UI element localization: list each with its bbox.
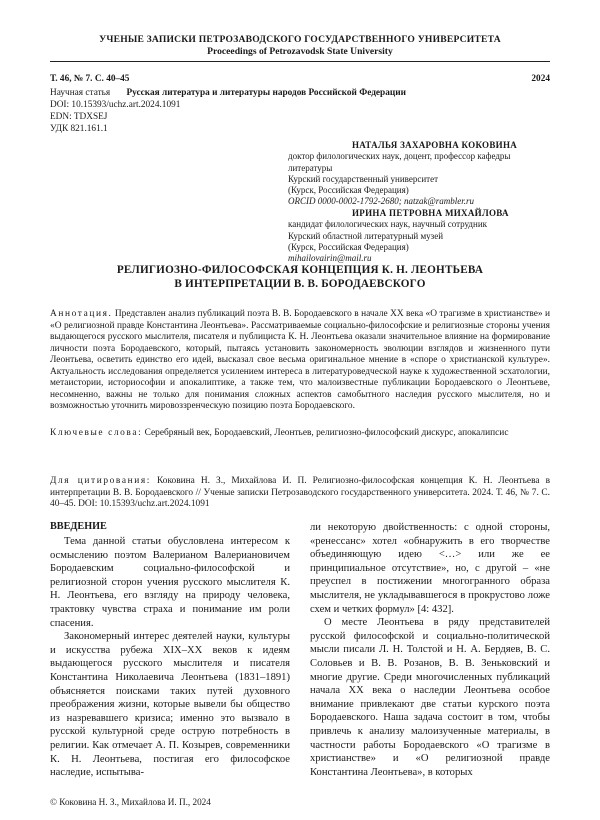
- author-org: Курский областной литературный музей: [288, 230, 444, 241]
- keywords-text: Серебряный век, Бородаевский, Леонтьев, религиозно-философский дискурс, апокалипсис: [144, 428, 509, 438]
- author-name: ИРИНА ПЕТРОВНА МИХАЙЛОВА: [352, 208, 509, 218]
- copyright: © Коковина Н. З., Михайлова И. П., 2024: [50, 797, 211, 807]
- section-heading: ВВЕДЕНИЕ: [50, 521, 107, 532]
- article-type: [50, 88, 406, 100]
- issue-year: 2024: [531, 74, 550, 84]
- body-paragraph: Тема данной статьи обусловлена интересом к осмыслению поэтом Валерианом Валериановичем Бородаевским социально-философской и религиозной сторон учения русского мыслителя К. Н. Леонтьева, его взгляду на природу человека, трактовку чувства страха и понимание им роли спасения.: [50, 536, 290, 629]
- abstract: [50, 309, 550, 413]
- title-line-2: В ИНТЕРПРЕТАЦИИ В. В. БОРОДАЕВСКОГО: [174, 277, 426, 290]
- title-line-1: РЕЛИГИОЗНО-ФИЛОСОФСКАЯ КОНЦЕПЦИЯ К. Н. ЛЕОНТЬЕВА: [116, 264, 484, 276]
- author-degree: кандидат филологических наук, научный сотрудник: [288, 219, 488, 230]
- author-block-2: [288, 208, 552, 264]
- right-column: [310, 521, 550, 779]
- article-section: Русская литература и литературы народов Российской Федерации: [126, 88, 406, 98]
- author-name: НАТАЛЬЯ ЗАХАРОВНА КОКОВИНА: [352, 140, 518, 150]
- citation: [50, 476, 550, 511]
- author-orcid-email: ORCID 0000-0002-1792-2680; natzak@rambler.ru: [288, 196, 475, 207]
- abstract-text: Представлен анализ публикаций поэта В. В. Бородаевского в начале XX века «О трагизме в христианстве» и «О религиозной правде Константина Леонтьева». Рассматриваемые социально-философские и религиозные стороны учения выдающегося русского мыслителя, писателя и публициста К. Н. Леонтьева оказали значительное влияние на формирование личности поэта Бородаевского, который, пытаясь установить закономерность эволюции взглядов и жизненного пути Леонтьева, осветить единство его идей, высказал свое весьма оригинальное мнение в «споре о христианской культуре». Актуальность исследования определяется усилением интереса в литературоведческой науке к художественной эсхатологии, метаистории, историософии и апокалиптике, а также тем, что малоизвестные публикации Бородаевского о Леонтьеве, несомненно, важны не только для понимания сложных аспектов самобытного наследия русского мыслителя, но и возможностью уточнить мировоззренческую позицию поэта Бородаевского.: [50, 309, 551, 412]
- author-email: mihailovairin@mail.ru: [288, 253, 372, 264]
- doi: DOI: 10.15393/uchz.art.2024.1091: [50, 100, 181, 110]
- body-paragraph: О месте Леонтьева в ряду представителей русской философской и социально-политической мысли писали Л. Н. Толстой и Н. А. Бердяев, В. С. Соловьев и В. В. Розанов, В. В. Зеньковский и многие другие. Среди многочисленных публикаций начала XX века о наследии Леонтьева особое внимание привлекают две статьи курского поэта Бородаевского. Наша задача состоит в том, чтобы привлечь к анализу малоизученные материалы, в частности работы Бородаевского «О трагизме в христианстве» и «О религиозной правде Константина Леонтьева», в которых: [310, 617, 550, 778]
- author-degree: доктор филологических наук, доцент, профессор кафедры: [288, 151, 511, 162]
- author-block-1: [288, 140, 552, 208]
- article-title: [0, 264, 600, 291]
- keywords-label: Ключевые слова:: [50, 428, 143, 438]
- abstract-label: Аннотация.: [50, 309, 113, 319]
- keywords: [50, 428, 550, 440]
- journal-title-ru: УЧЕНЫЕ ЗАПИСКИ ПЕТРОЗАВОДСКОГО ГОСУДАРСТВЕННОГО УНИВЕРСИТЕТА: [99, 34, 501, 45]
- citation-text: Коковина Н. З., Михайлова И. П. Религиозно-философская концепция К. Н. Леонтьева в интерпретации В. В. Бородаевского // Ученые записки Петрозаводского государственного университета. 2024. Т. 46, № 7. С. 40–45. DOI: 10.15393/uchz.art.2024.1091: [50, 476, 551, 510]
- author-city: (Курск, Российская Федерация): [288, 241, 409, 252]
- edn: EDN: TDXSEJ: [50, 112, 108, 122]
- journal-title-en: Proceedings of Petrozavodsk State University: [207, 46, 393, 57]
- body-paragraph: ли некоторую двойственность: с одной стороны, «ренессанс» хотел «обнаружить в его творчестве объединяющую идею <…> или же ее принципиальное отсутствие», но, с другой – «не преуспел в постижении многогранного образа мыслителя, не укладывавшегося в прокрустово ложе схем и четких формул» [4: 432].: [310, 522, 550, 615]
- citation-label: Для цитирования:: [50, 476, 151, 486]
- udk: УДК 821.161.1: [50, 124, 108, 134]
- author-city: (Курск, Российская Федерация): [288, 185, 409, 196]
- body-paragraph: Закономерный интерес деятелей науки, культуры и искусства рубежа XIX–XX веков к идеям выдающегося русского мыслителя и писателя Константина Николаевича Леонтьева (1831–1891) объясняется поисками таких путей духовного преображения жизни, которые вывели бы общество из назревавшего кризиса; именно это вызвало в русской культурной среде острую потребность в религии. Как отмечает А. П. Козырев, современники К. Н. Леонтьева, постигая его философское наследие, испытыва-: [50, 631, 290, 779]
- issue-info: Т. 46, № 7. С. 40–45: [50, 74, 130, 84]
- author-org: Курский государственный университет: [288, 173, 439, 184]
- author-degree-cont: литературы: [288, 162, 333, 173]
- header-divider: [50, 61, 550, 62]
- left-column: [50, 535, 290, 780]
- article-type-label: Научная статья: [50, 88, 111, 98]
